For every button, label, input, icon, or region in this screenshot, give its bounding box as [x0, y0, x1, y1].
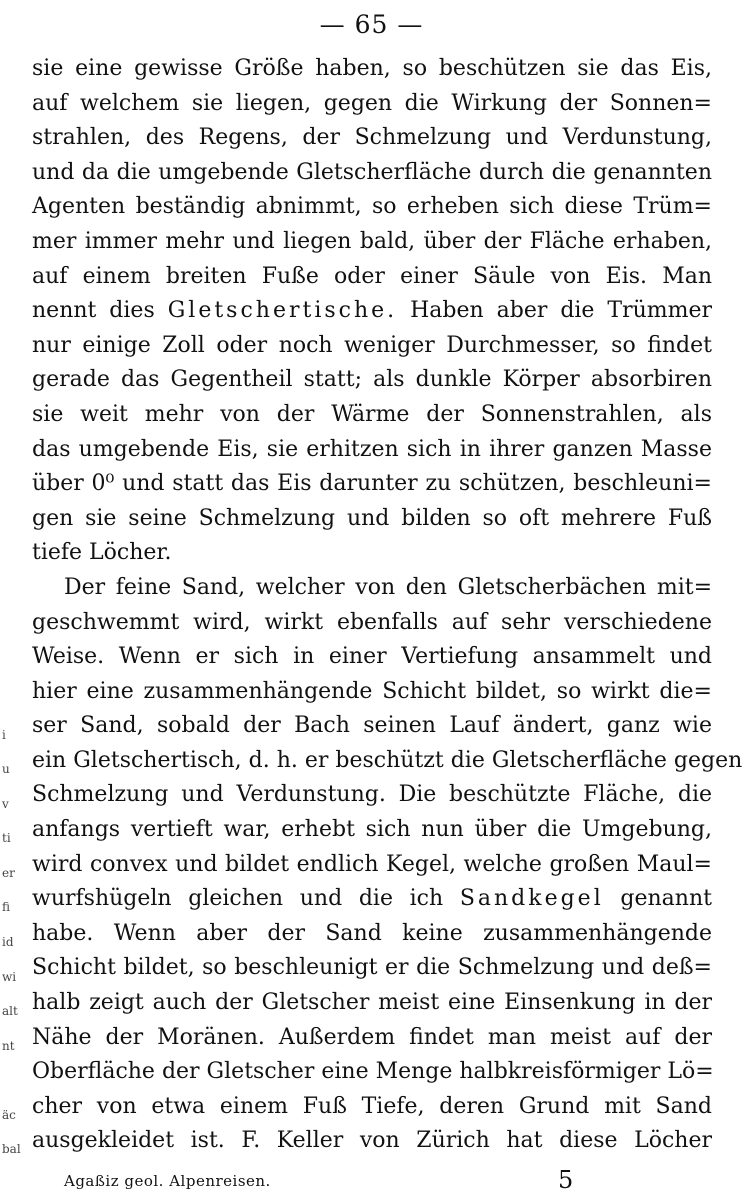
- text-line: das umgebende Eis, sie erhitzen sich in ihrer ganzen Masse: [32, 436, 712, 462]
- margin-bleed-mark: fi: [2, 900, 11, 914]
- text-line: über 0⁰ und statt das Eis darunter zu schützen, beschleuni=: [32, 471, 712, 497]
- page-number: — 65 —: [319, 10, 424, 39]
- text-line: Nähe der Moränen. Außerdem findet man meist auf der: [32, 1024, 712, 1050]
- spaced-term-gletschertische: Gletschertische.: [167, 298, 398, 324]
- text-line: anfangs vertieft war, erhebt sich nun über die Umgebung,: [32, 817, 712, 843]
- text-line: Oberfläche der Gletscher eine Menge halbkreisförmiger Lö=: [32, 1059, 714, 1085]
- text-line: Schmelzung und Verdunstung. Die beschützte Fläche, die: [32, 782, 712, 808]
- margin-bleed-mark: i: [2, 728, 6, 742]
- text-line: habe. Wenn aber der Sand keine zusammenhängende: [32, 920, 712, 946]
- footer-title: Agaßiz geol. Alpenreisen.: [64, 1172, 271, 1190]
- text-segment: Haben aber die Trümmer: [410, 298, 713, 324]
- text-line: ein Gletschertisch, d. h. er beschützt die Gletscherfläche gegen: [32, 747, 743, 773]
- page-footer: [64, 1166, 684, 1194]
- text-line: halb zeigt auch der Gletscher meist eine Einsenkung in der: [32, 990, 712, 1016]
- text-line: Weise. Wenn er sich in einer Vertiefung ansammelt und: [32, 644, 712, 670]
- text-line: Schicht bildet, so beschleunigt er die Schmelzung und deß=: [32, 955, 712, 981]
- text-line: geschwemmt wird, wirkt ebenfalls auf sehr verschiedene: [32, 609, 712, 635]
- margin-bleed-mark: wi: [2, 970, 17, 984]
- margin-bleed-mark: ti: [2, 831, 11, 845]
- text-segment: genannt: [620, 886, 712, 912]
- text-line: hier eine zusammenhängende Schicht bildet, so wirkt die=: [32, 678, 712, 704]
- text-line: gerade das Gegentheil statt; als dunkle Körper absorbiren: [32, 367, 712, 393]
- text-line: mer immer mehr und liegen bald, über der Fläche erhaben,: [32, 228, 712, 254]
- margin-bleed-mark: äc: [2, 1108, 16, 1122]
- text-line: und da die umgebende Gletscherfläche durch die genannten: [32, 159, 712, 185]
- text-line: ausgekleidet ist. F. Keller von Zürich hat diese Löcher: [32, 1128, 712, 1154]
- text-line-with-term: [32, 294, 712, 329]
- text-line: sie weit mehr von der Wärme der Sonnenstrahlen, als: [32, 401, 712, 427]
- spaced-term-sandkegel: Sandkegel: [459, 886, 604, 912]
- margin-bleed-mark: nt: [2, 1039, 15, 1053]
- text-line: auf welchem sie liegen, gegen die Wirkung der Sonnen=: [32, 90, 712, 116]
- text-line-with-term: [32, 882, 712, 917]
- text-line: nur einige Zoll oder noch weniger Durchmesser, so findet: [32, 332, 712, 358]
- text-line: ser Sand, sobald der Bach seinen Lauf ändert, ganz wie: [32, 713, 712, 739]
- text-line: wird convex und bildet endlich Kegel, welche großen Maul=: [32, 851, 712, 877]
- margin-bleed-mark: id: [2, 935, 14, 949]
- text-line: Agenten beständig abnimmt, so erheben sich diese Trüm=: [32, 194, 712, 220]
- margin-bleed-mark: er: [2, 866, 15, 880]
- text-line: sie eine gewisse Größe haben, so beschützen sie das Eis,: [32, 56, 712, 81]
- text-line: gen sie seine Schmelzung und bilden so oft mehrere Fuß: [32, 505, 712, 531]
- margin-bleed-mark: u: [2, 762, 10, 776]
- text-segment: nennt dies: [32, 298, 155, 324]
- body-text: [32, 52, 743, 1159]
- text-line: auf einem breiten Fuße oder einer Säule von Eis. Man: [32, 263, 712, 289]
- margin-bleed-mark: v: [2, 797, 9, 811]
- text-line-paragraph-end: tiefe Löcher.: [32, 540, 172, 566]
- margin-bleed-mark: bal: [2, 1142, 21, 1156]
- text-segment: wurfshügeln gleichen und die ich: [32, 886, 444, 912]
- margin-bleed-mark: alt: [2, 1004, 18, 1018]
- text-line-paragraph-start: Der feine Sand, welcher von den Gletscherbächen mit=: [64, 574, 712, 600]
- text-line: cher von etwa einem Fuß Tiefe, deren Grund mit Sand: [32, 1093, 712, 1119]
- text-line: strahlen, des Regens, der Schmelzung und Verdunstung,: [32, 125, 712, 151]
- signature-mark: 5: [558, 1166, 574, 1194]
